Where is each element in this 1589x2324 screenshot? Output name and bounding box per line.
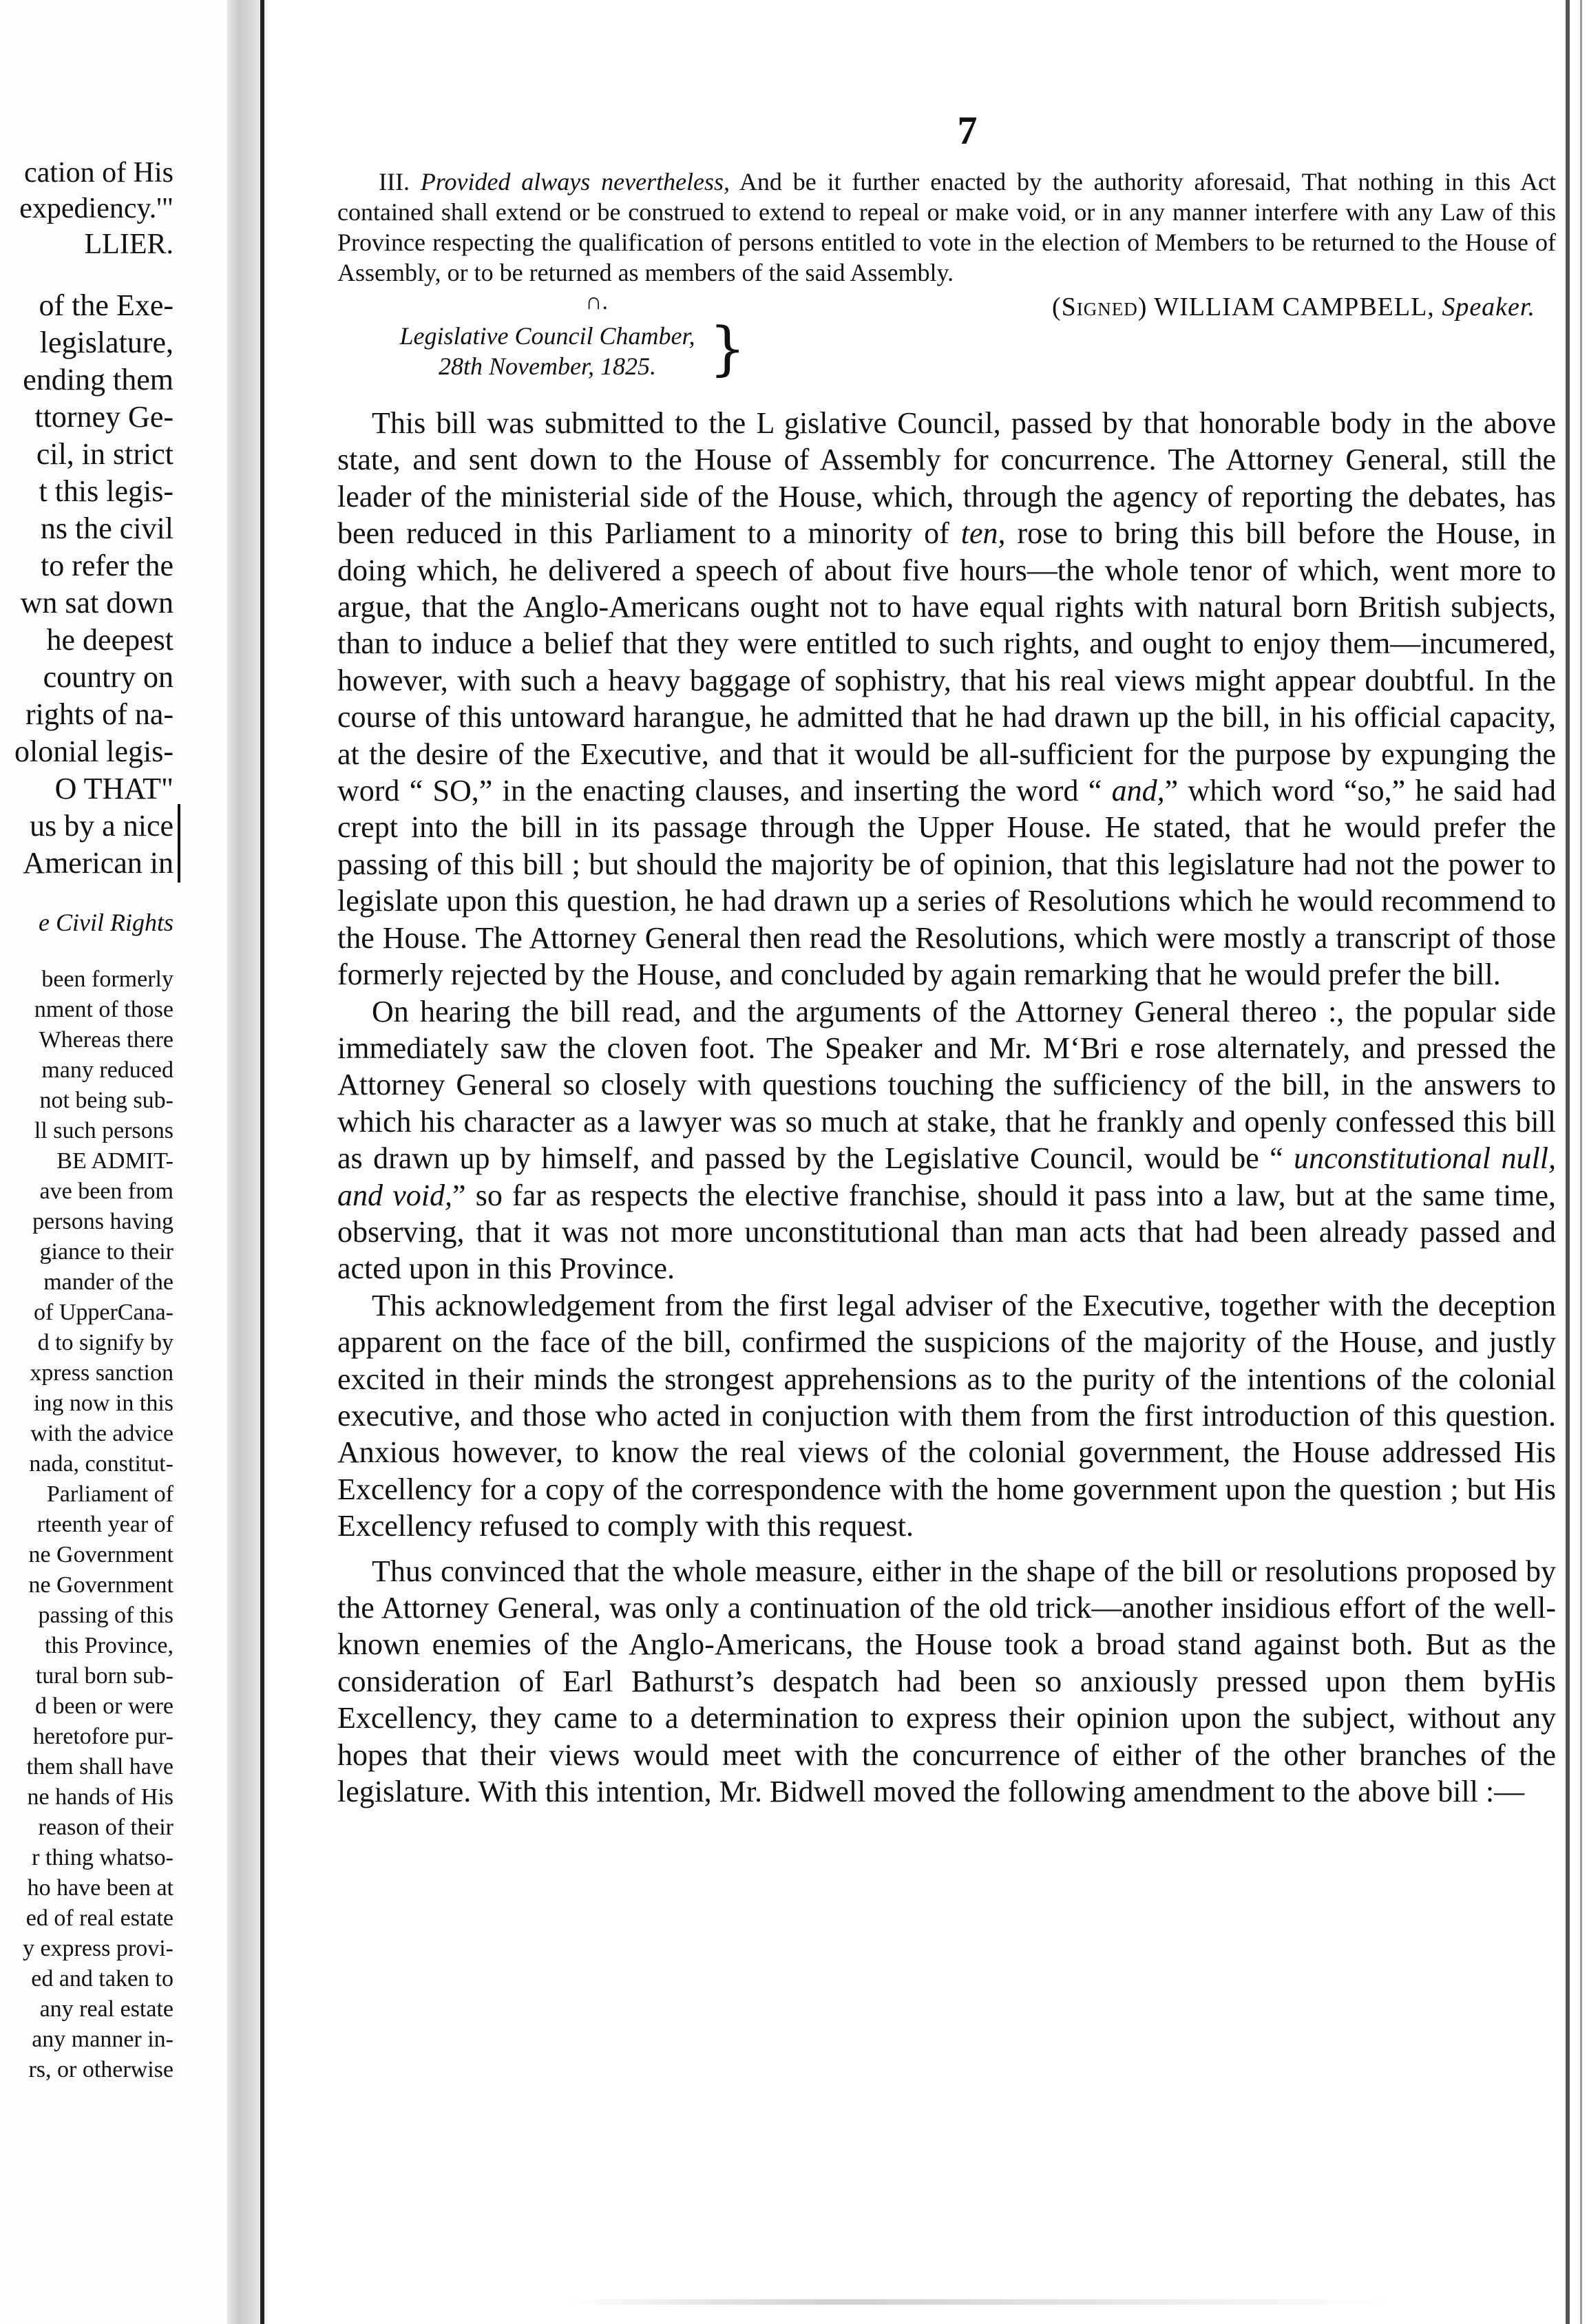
page-edge-line <box>1580 0 1582 2324</box>
adjacent-page-line: them shall have <box>26 1754 173 1779</box>
adjacent-page-line: of the Exe- <box>39 288 173 322</box>
adjacent-page-line: y express provi- <box>22 1936 173 1961</box>
italic-text: and, <box>1111 774 1165 808</box>
adjacent-page-line: of UpperCana- <box>34 1300 173 1325</box>
adjacent-page-line: American in <box>23 846 173 880</box>
adjacent-page-line: xpress sanction <box>30 1360 173 1386</box>
adjacent-page-line: ave been from <box>39 1179 173 1204</box>
adjacent-page-line: ho have been at <box>27 1875 173 1901</box>
proviso-text: And be it further enacted by the authority aforesaid, That nothing in this Act contained shall extend or be construed to extend to repeal or make void, or in any manner interfere with any Law of this Province respecting the qualification of persons entitled to vote in the election of Members to be returned to the House of Assembly, or to be returned as members of the said Assembly. <box>337 168 1556 286</box>
signature-line <box>1052 292 1535 322</box>
paragraph-text: On hearing the bill read, and the arguments of the Attorney General thereo :, the popular side immediately saw the cloven foot. The Speaker and Mr. M‘Bri e rose alternately, and pressed the Attorney General so closely with questions touching the sufficiency of the bill, in the answers to which his character as a lawyer was so much at stake, that he frankly and openly confessed this bill as drawn up by himself, and passed by the Legislative Council, would be “ <box>337 994 1556 1176</box>
adjacent-page-line: ed of real estate <box>25 1905 173 1931</box>
page-content <box>337 103 1556 1810</box>
adjacent-page-line: expediency.'" <box>19 193 173 224</box>
adjacent-page-line: with the advice <box>30 1421 173 1446</box>
adjacent-page-line: ending them <box>23 363 173 397</box>
proviso-clause <box>337 167 1556 288</box>
adjacent-page-line: legislature, <box>39 326 173 359</box>
margin-rule <box>178 841 180 883</box>
adjacent-page-line: ne Government <box>28 1542 173 1567</box>
signatory-name: WILLIAM CAMPBELL, <box>1154 293 1435 321</box>
adjacent-page-line: d been or were <box>34 1693 173 1719</box>
adjacent-page-line: O THAT" <box>54 772 173 805</box>
adjacent-page-line: reason of their <box>38 1815 173 1840</box>
adjacent-page-line: r thing whatso- <box>32 1845 173 1870</box>
paragraph-text: This bill was submitted to the L gislative Council, passed by that honorable body in the above state, and sent down to the House of Assembly for concurrence. The Attorney General, still the leader of the ministerial side of the House, which, through the agency of reporting the debates, has been reduced in this Parliament to a minority of <box>337 406 1556 551</box>
adjacent-page-top-lines <box>0 155 173 262</box>
page-edge-line <box>1566 0 1570 2324</box>
adjacent-page-line: been formerly <box>41 966 173 992</box>
adjacent-page-line: rights of na- <box>25 697 173 731</box>
print-smudge <box>565 2299 1391 2305</box>
adjacent-page-line: this Province, <box>45 1633 173 1658</box>
adjacent-page-line: any real estate <box>39 1996 173 2022</box>
clause-number: III. <box>379 168 421 196</box>
adjacent-page-line: ne Government <box>28 1572 173 1598</box>
dateline-date: 28th November, 1825. <box>439 352 656 380</box>
body-paragraph: Thus convinced that the whole measure, either in the shape of the bill or resolutions proposed by the Attorney General, was only a continuation of the old trick—another insidious effort of the well-known enemies of the Anglo-Americans, the House took a broad stand against both. But as the consideration of Earl Bathurst’s despatch had been so anxiously pressed upon them byHis Excellency, they came to a determination to express their opinion upon the subject, without any hopes that their views would meet with the concurrence of either of the other branches of the legislature. With this intention, Mr. Bidwell moved the following amendment to the above bill :— <box>337 1554 1556 1809</box>
printer-mark: ∩. <box>585 289 609 315</box>
adjacent-page-line: cil, in strict <box>36 437 173 471</box>
adjacent-page-line: ll such persons <box>34 1118 173 1143</box>
adjacent-page-line: any manner in- <box>32 2027 173 2052</box>
body-paragraph <box>337 993 1556 1287</box>
adjacent-page-line: us by a nice <box>30 809 173 843</box>
adjacent-page-line: cation of His <box>24 157 173 189</box>
adjacent-page-line: many reduced <box>41 1057 173 1083</box>
signed-label: (Signed) <box>1052 293 1148 321</box>
adjacent-page-line: Parliament of <box>46 1481 173 1507</box>
adjacent-page-line: olonial legis- <box>14 735 173 768</box>
adjacent-page-line: nment of those <box>34 997 173 1022</box>
dateline <box>392 321 702 381</box>
adjacent-page-line: not being sub- <box>39 1088 173 1113</box>
brace-glyph: } <box>709 315 746 382</box>
dateline-place: Legislative Council Chamber, <box>399 322 695 350</box>
adjacent-page-line: persons having <box>32 1209 173 1234</box>
paragraph-text: ” so far as respects the elective franchise, should it pass into a law, but at the same time, observing, that it was not more unconstitutional than man acts that had been already passed and acted upon in this Province. <box>337 1178 1556 1286</box>
adjacent-page-line: rteenth year of <box>36 1512 173 1537</box>
proviso-lead: Provided always nevertheless, <box>420 168 730 196</box>
adjacent-page-line: tural born sub- <box>35 1663 173 1689</box>
adjacent-page-line: country on <box>43 660 173 694</box>
adjacent-page-middle-lines <box>0 287 173 882</box>
adjacent-page-line: giance to their <box>39 1239 173 1265</box>
adjacent-page-line: Whereas there <box>39 1027 173 1053</box>
adjacent-page-fragment <box>0 0 227 2324</box>
adjacent-page-line: ne hands of His <box>27 1784 173 1810</box>
adjacent-page-line: to refer the <box>41 549 173 582</box>
adjacent-page-heading: e Civil Rights <box>39 909 173 936</box>
margin-rule <box>178 804 180 844</box>
paragraph-text: ” which word “so,” he said had crept into the bill in its passage through the Upper House. He stated, that he would prefer the passing of this bill ; but should the majority be of opinion, that this legislature had not the power to legislate upon this question, he had drawn up a series of Resolutions which he would recommend to the House. The Attorney General then read the Resolutions, which were mostly a transcript of those formerly rejected by the House, and concluded by again remarking that he would prefer the bill. <box>337 774 1556 992</box>
adjacent-page-line: heretofore pur- <box>32 1724 173 1749</box>
adjacent-page-line: wn sat down <box>20 586 173 620</box>
adjacent-page-bottom-lines <box>0 964 173 2085</box>
adjacent-page-line: nada, constitut- <box>29 1451 173 1477</box>
italic-text: ten, <box>960 516 1006 551</box>
adjacent-page-line: mander of the <box>43 1269 173 1295</box>
signatory-title: Speaker. <box>1442 293 1535 321</box>
adjacent-page-text <box>0 155 173 2085</box>
adjacent-page-line: d to signify by <box>37 1330 173 1355</box>
body-paragraph <box>337 405 1556 993</box>
signature-block <box>337 289 1556 382</box>
adjacent-page-line: he deepest <box>46 623 173 657</box>
paragraph-text: rose to bring this bill before the House, in doing which, he delivered a speech of about five hours—the whole tenor of which, went more to argue, that the Anglo-Americans ought not to have equal rights with natural born British subjects, than to induce a belief that they were entitled to such rights, and ought to enjoy them—incumered, however, with such a heavy baggage of sophistry, that his real views might appear doubtful. In the course of this untoward harangue, he admitted that he had drawn up the bill, in his official capacity, at the desire of the Executive, and that it would be all-sufficient for the purpose by expunging the word “ SO,” in the enacting clauses, and inserting the word “ <box>337 516 1556 808</box>
adjacent-page-line: ed and taken to <box>31 1966 173 1992</box>
adjacent-page-line: ttorney Ge- <box>34 400 173 434</box>
body-paragraph: This acknowledgement from the first legal adviser of the Executive, together with the deception apparent on the face of the bill, confirmed the suspicions of the majority of the House, and justly excited in their minds the strongest apprehensions as to the purity of the intentions of the colonial executive, and those who acted in conjuction with them from the first introduction of this question. Anxious however, to know the real views of the colonial government, the House addressed His Excellency for a copy of the correspondence with the home government upon the question ; but His Excellency refused to comply with this request. <box>337 1288 1556 1543</box>
binding-edge-line <box>260 0 264 2324</box>
adjacent-page-line: rs, or otherwise <box>28 2057 173 2082</box>
page-number: 7 <box>957 108 978 153</box>
adjacent-page-line: ns the civil <box>40 511 173 545</box>
adjacent-page-line: LLIER. <box>84 229 173 260</box>
adjacent-page-line: passing of this <box>38 1603 173 1628</box>
adjacent-page-line: ing now in this <box>33 1391 173 1416</box>
italic-text: unconstitutional null, and void, <box>337 1141 1557 1212</box>
adjacent-page-line: BE ADMIT- <box>56 1148 173 1174</box>
adjacent-page-line: t this legis- <box>39 474 173 508</box>
